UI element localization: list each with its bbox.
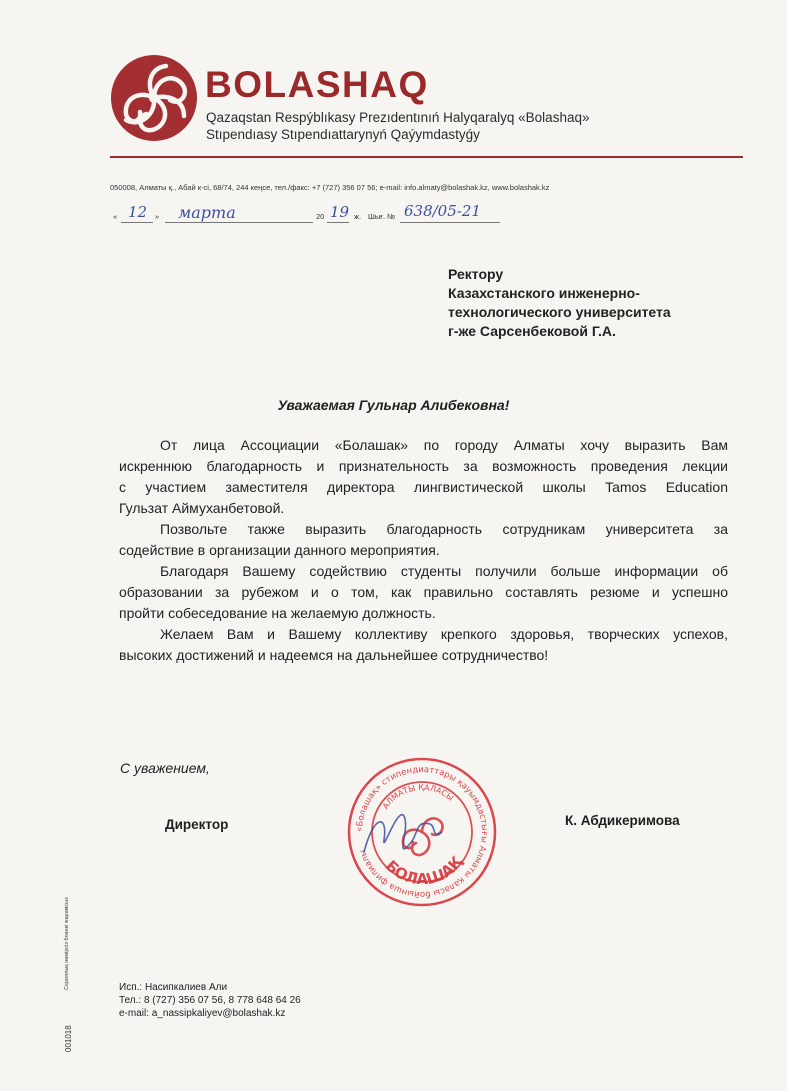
brand-name: BOLASHAQ bbox=[205, 64, 429, 105]
greeting: Уважаемая Гульнар Алибековна! bbox=[277, 397, 510, 413]
date-month: марта bbox=[178, 203, 236, 222]
signatory-name: К. Абдикеримова bbox=[565, 813, 680, 828]
paragraph-1-line-4: Гульзат Аймуханбетовой. bbox=[119, 500, 285, 516]
date-month-underline bbox=[165, 222, 313, 223]
recipient-line-3: технологического университета bbox=[448, 304, 671, 320]
outgoing-number-underline bbox=[400, 222, 500, 223]
stamp-inner-top-text: АЛМАТЫ ҚАЛАСЫ bbox=[380, 782, 456, 811]
letterhead-address: 050008, Алматы қ., Абай к-сі, 68/74, 244 кеңсе, тел./факс: +7 (727) 356 07 56; e-mail: info.almaty@bolashak.kz, www.bolashak.kz bbox=[110, 183, 550, 192]
paragraph-1-line-3: с участием заместителя директора лингвистической школы Tamos Education bbox=[119, 479, 728, 495]
official-stamp-icon bbox=[344, 754, 500, 910]
form-serial-code: 001018 bbox=[64, 1025, 73, 1052]
bolashaq-logo-icon bbox=[110, 54, 198, 142]
recipient-line-2: Казахстанского инженерно- bbox=[448, 285, 640, 301]
date-day-underline bbox=[121, 222, 153, 223]
paragraph-3-line-1: Благодаря Вашему содействию студенты получили больше информации об bbox=[160, 563, 728, 579]
date-year-underline bbox=[327, 222, 349, 223]
paragraph-2-line-1: Позвольте также выразить благодарность сотрудникам университета за bbox=[160, 521, 728, 537]
paragraph-3-line-3: пройти собеседование на желаемую должность. bbox=[119, 605, 436, 621]
executor-phone: Тел.: 8 (727) 356 07 56, 8 778 648 64 26 bbox=[119, 995, 301, 1006]
date-year-label: ж. bbox=[354, 212, 362, 221]
brand-subtitle-line2: Stıpendıasy Stıpendıattarynyń Qaýymdastyǵy bbox=[206, 127, 480, 142]
stamp-inner-bottom-text: БОЛАШАҚ bbox=[382, 853, 466, 889]
paragraph-3-line-2: образовании за рубежом и о том, как правильно составлять резюме и успешно bbox=[119, 584, 728, 600]
date-quote-close: » bbox=[155, 212, 160, 221]
date-day: 12 bbox=[128, 203, 148, 221]
date-quote-open: « bbox=[113, 212, 118, 221]
executor-email: e-mail: a_nassipkaliyev@bolashak.kz bbox=[119, 1008, 286, 1019]
paragraph-4-line-1: Желаем Вам и Вашему коллективу крепкого здоровья, творческих успехов, bbox=[160, 626, 728, 642]
executor-name: Исп.: Насипкалиев Али bbox=[119, 982, 228, 993]
paragraph-4-line-2: высоких достижений и надеемся на дальнейшее сотрудничество! bbox=[119, 647, 549, 663]
date-year: 19 bbox=[330, 203, 350, 221]
paragraph-1-line-2: искреннюю благодарность и признательность за возможность проведения лекции bbox=[119, 458, 728, 474]
stamp-outer-text: «Болашақ» стипендиаттары қауымдастығы Алматы қаласы бойынша филиалы bbox=[354, 764, 490, 900]
serial-number-note: Сериялық нөмірсіз бланкі жарамсыз bbox=[64, 897, 70, 990]
brand-subtitle-line1: Qazaqstan Respýblıkasy Prezıdentınıń Halyqaralyq «Bolashaq» bbox=[206, 110, 590, 125]
date-year-prefix: 20 bbox=[316, 212, 325, 221]
closing-phrase: С уважением, bbox=[120, 760, 210, 776]
header-divider bbox=[110, 156, 743, 158]
recipient-line-4: г-же Сарсенбековой Г.А. bbox=[448, 323, 616, 339]
recipient-line-1: Ректору bbox=[448, 266, 504, 282]
paragraph-2-line-2: содействие в организации данного мероприятия. bbox=[119, 542, 440, 558]
paragraph-1-line-1: От лица Ассоциации «Болашак» по городу Алматы хочу выразить Вам bbox=[160, 437, 728, 453]
outgoing-number-label: Шығ. № bbox=[368, 212, 396, 221]
signatory-title: Директор bbox=[165, 817, 229, 832]
outgoing-number: 638/05-21 bbox=[404, 202, 481, 220]
